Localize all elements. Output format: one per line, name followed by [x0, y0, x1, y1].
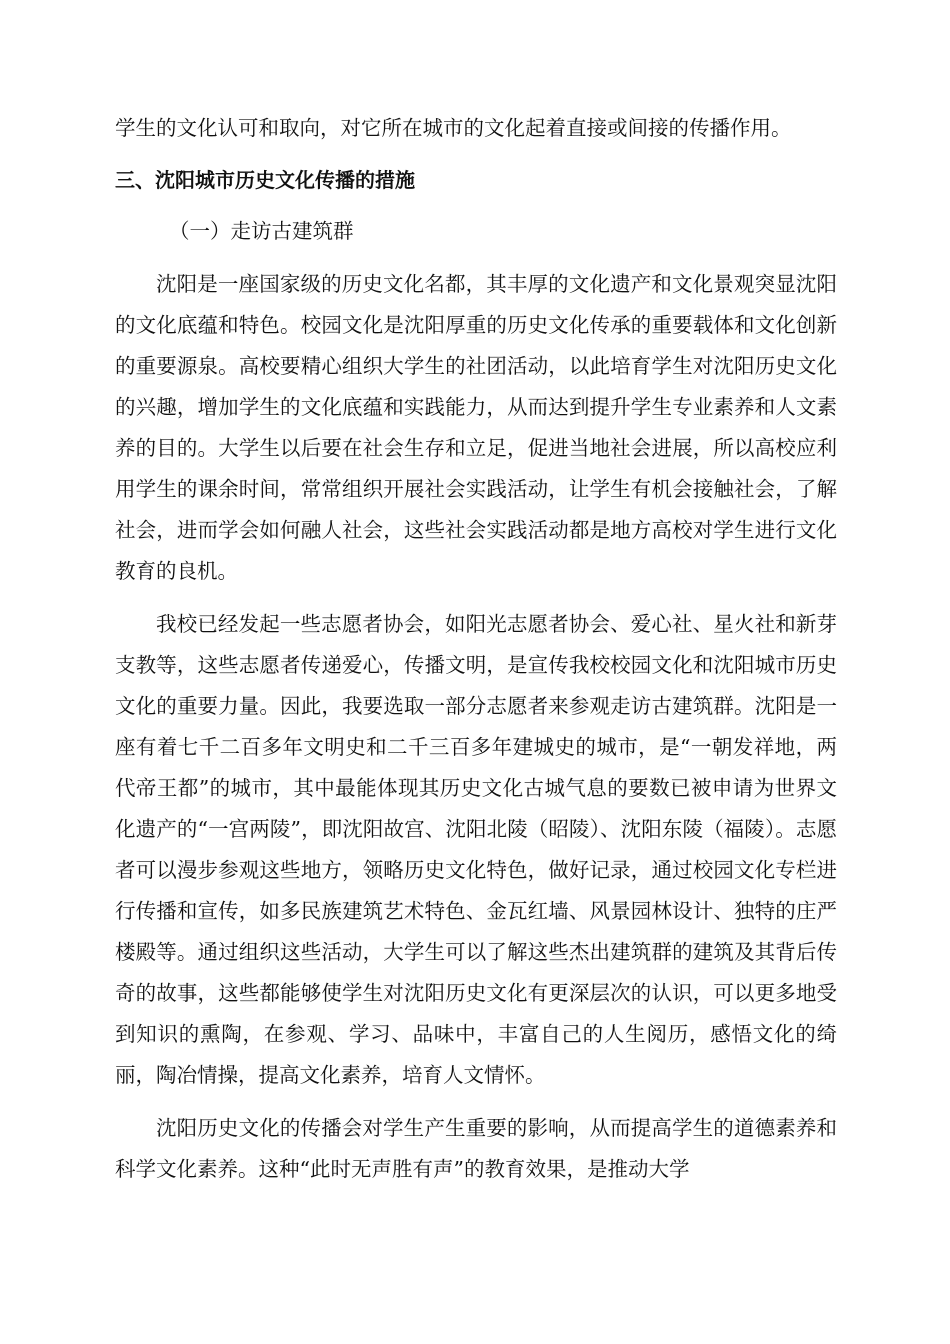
body-paragraph-2: 我校已经发起一些志愿者协会，如阳光志愿者协会、爱心社、星火社和新芽支教等，这些志愿者传递爱心，传播文明，是宣传我校校园文化和沈阳城市历史文化的重要力量。因此，我要选取一部分志愿者来参观走访古建筑群。沈阳是一座有着七千二百多年文明史和二千三百多年建城史的城市，是“一朝发祥地，两代帝王都”的城市，其中最能体现其历史文化古城气息的要数已被申请为世界文化遗产的“一宫两陵”，即沈阳故宫、沈阳北陵（昭陵）、沈阳东陵（福陵）。志愿者可以漫步参观这些地方，领略历史文化特色，做好记录，通过校园文化专栏进行传播和宣传，如多民族建筑艺术特色、金瓦红墙、风景园林设计、独特的庄严楼殿等。通过组织这些活动，大学生可以了解这些杰出建筑群的建筑及其背后传奇的故事，这些都能够使学生对沈阳历史文化有更深层次的认识，可以更多地受到知识的熏陶，在参观、学习、品味中，丰富自己的人生阅历，感悟文化的绮丽，陶冶情操，提高文化素养，培育人文情怀。 — [115, 612, 837, 1087]
continuation-paragraph: 学生的文化认可和取向，对它所在城市的文化起着直接或间接的传播作用。 — [115, 116, 792, 140]
document-body — [115, 108, 837, 1190]
body-paragraph-3: 沈阳历史文化的传播会对学生产生重要的影响，从而提高学生的道德素养和科学文化素养。这种“此时无声胜有声”的教育效果，是推动大学 — [115, 1116, 837, 1181]
section-heading: 三、沈阳城市历史文化传播的措施 — [115, 168, 415, 192]
subsection-heading: （一）走访古建筑群 — [169, 219, 354, 243]
body-paragraph-1: 沈阳是一座国家级的历史文化名都，其丰厚的文化遗产和文化景观突显沈阳的文化底蕴和特色。校园文化是沈阳厚重的历史文化传承的重要载体和文化创新的重要源泉。高校要精心组织大学生的社团活动，以此培育学生对沈阳历史文化的兴趣，增加学生的文化底蕴和实践能力，从而达到提升学生专业素养和人文素养的目的。大学生以后要在社会生存和立足，促进当地社会进展，所以高校应利用学生的课余时间，常常组织开展社会实践活动，让学生有机会接触社会，了解社会，进而学会如何融人社会，这些社会实践活动都是地方高校对学生进行文化教育的良机。 — [115, 272, 837, 583]
